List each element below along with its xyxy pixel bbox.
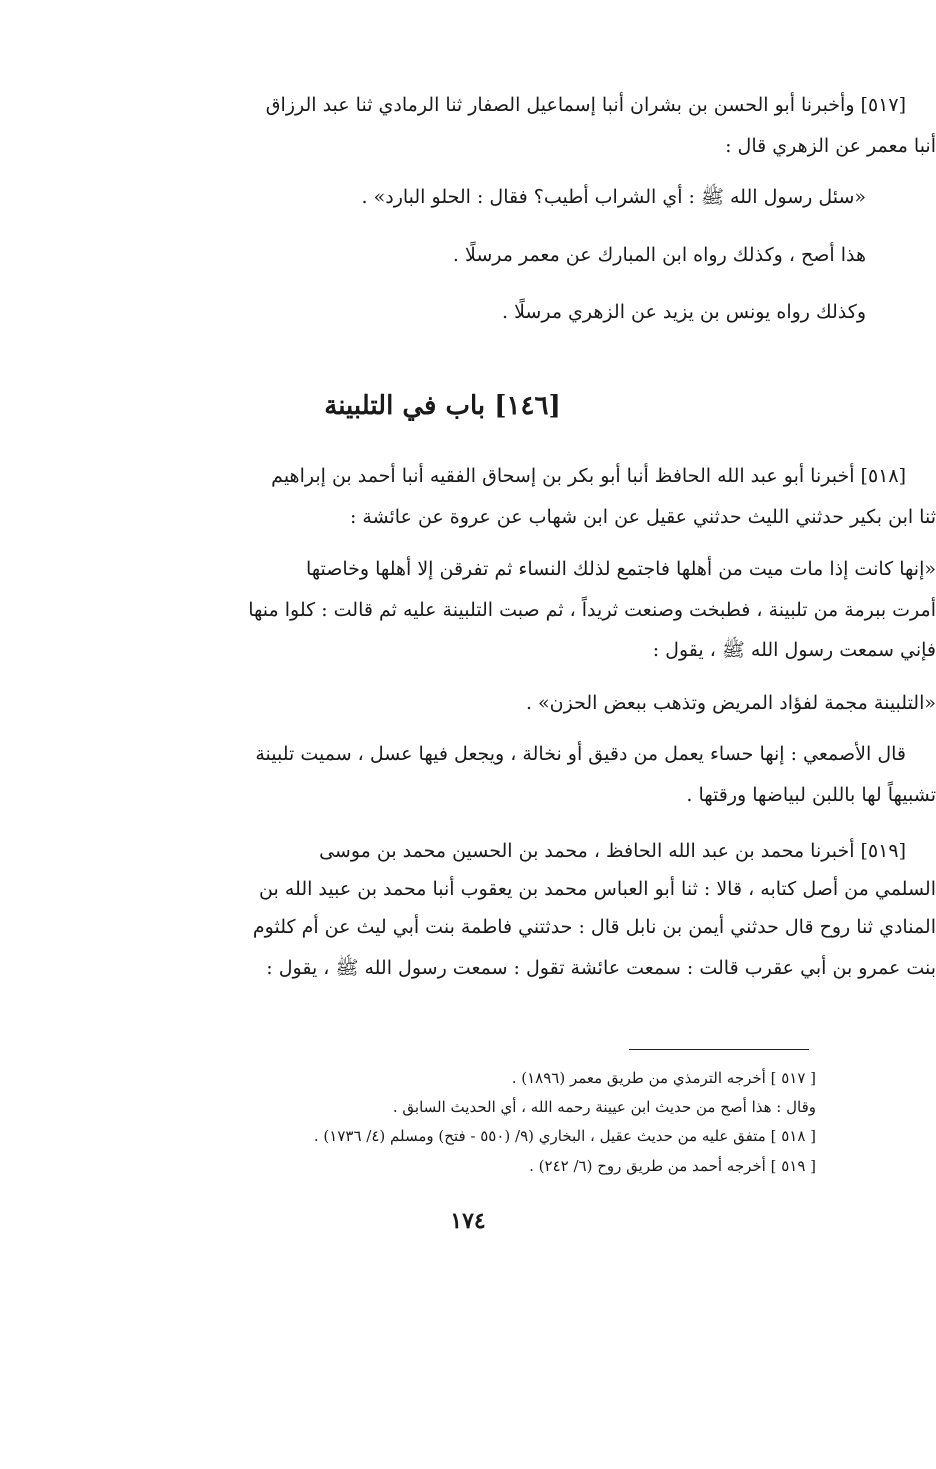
paragraph-line: السلمي من أصل كتابه ، قالا : ثنا أبو العباس محمد بن يعقوب أنبا محمد بن عبيد الله بن	[259, 878, 936, 900]
note-line: قال الأصمعي : إنها حساء يعمل من دقيق أو نخالة ، ويجعل فيها عسل ، سميت تلبينة	[255, 743, 906, 765]
paragraph-line: المنادي ثنا روح قال حدثني أيمن بن نابل قال : حدثتني فاطمة بنت أبي ليث عن أم كلثوم	[252, 916, 936, 938]
paragraph-line: [٥١٧] وأخبرنا أبو الحسن بن بشران أنبا إسماعيل الصفار ثنا الرمادي ثنا عبد الرزاق	[265, 94, 906, 116]
hadith-line: أمرت ببرمة من تلبينة ، فطبخت وصنعت ثريداً ، ثم صبت التلبينة عليه ثم قالت : كلوا منها	[248, 599, 936, 621]
paragraph-line: ثنا ابن بكير حدثني الليث حدثني عقيل عن ابن شهاب عن عروة عن عائشة :	[349, 506, 936, 528]
footnote-517-note: وقال : هذا أصح من حديث ابن عيينة رحمه الله ، أي الحديث السابق .	[392, 1098, 816, 1116]
note-line: تشبيهاً لها باللبن لبياضها ورقتها .	[686, 784, 936, 806]
hadith-line: «إنها كانت إذا مات ميت من أهلها فاجتمع لذلك النساء ثم تفرقن إلا أهلها وخاصتها	[305, 558, 936, 580]
note-517-a: هذا أصح ، وكذلك رواه ابن المبارك عن معمر مرسلًا .	[452, 244, 866, 266]
hadith-line: فإني سمعت رسول الله ﷺ ، يقول :	[652, 639, 936, 661]
paragraph-line: [٥١٩] أخبرنا محمد بن عبد الله الحافظ ، محمد بن الحسين محمد بن موسى	[319, 840, 906, 862]
hadith-518-quote: «التلبينة مجمة لفؤاد المريض وتذهب ببعض الحزن» .	[525, 692, 936, 714]
section-heading: [١٤٦] باب في التلبينة	[324, 391, 561, 421]
paragraph-line: بنت عمرو بن أبي عقرب قالت : سمعت عائشة تقول : سمعت رسول الله ﷺ ، يقول :	[266, 957, 936, 979]
footnote-519: [ ٥١٩ ] أخرجه أحمد من طريق روح (٦/ ٢٤٢) .	[529, 1157, 816, 1175]
page-number: ١٧٤	[450, 1208, 486, 1234]
hadith-517: «سئل رسول الله ﷺ : أي الشراب أطيب؟ فقال : الحلو البارد» .	[361, 186, 866, 208]
footnote-518: [ ٥١٨ ] متفق عليه من حديث عقيل ، البخاري (٩/ (٥٥٠ - فتح) ومسلم (٤/ ١٧٣٦) .	[313, 1127, 816, 1145]
paragraph-line: [٥١٨] أخبرنا أبو عبد الله الحافظ أنبا أبو بكر بن إسحاق الفقيه أنبا أحمد بن إبراهيم	[271, 465, 906, 487]
footnote-517: [ ٥١٧ ] أخرجه الترمذي من طريق معمر (١٨٩٦) .	[511, 1069, 816, 1087]
note-517-b: وكذلك رواه يونس بن يزيد عن الزهري مرسلًا .	[502, 301, 866, 323]
paragraph-line: أنبا معمر عن الزهري قال :	[725, 135, 936, 157]
footnote-divider	[629, 1049, 809, 1050]
